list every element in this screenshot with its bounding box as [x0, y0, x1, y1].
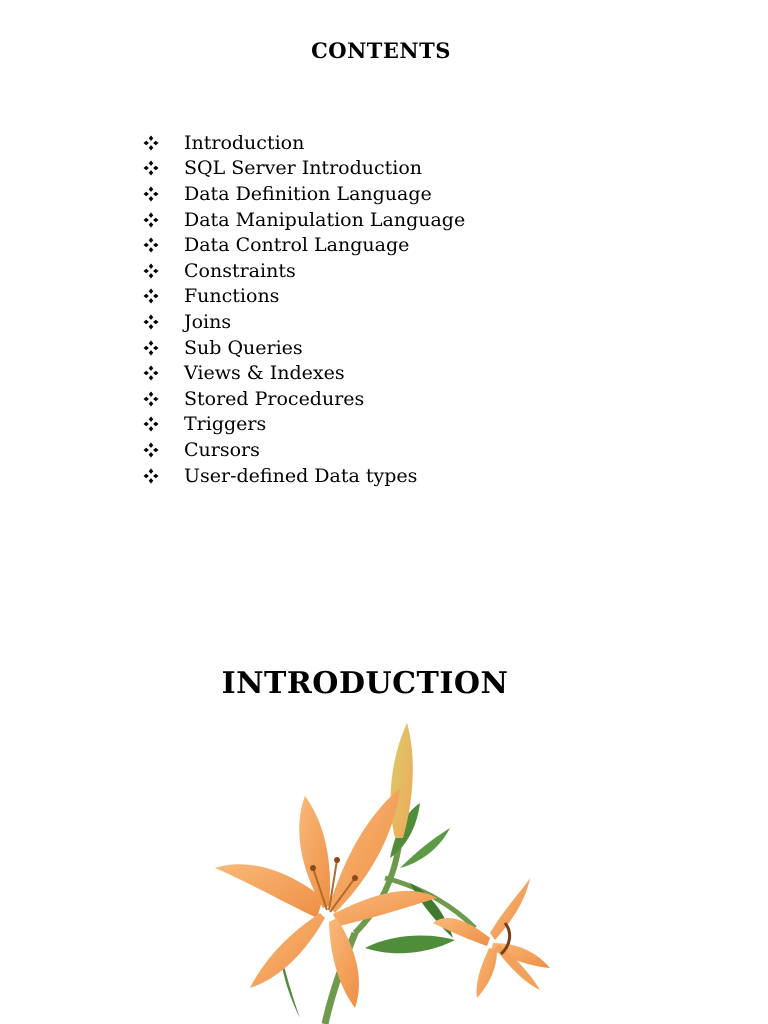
toc-item: [143, 207, 465, 233]
toc-item-label: Data Control Language: [184, 234, 410, 257]
toc-item: [143, 463, 465, 489]
toc-item-label: SQL Server Introduction: [184, 157, 423, 180]
toc-item: [143, 335, 465, 361]
lily-flower-illustration: [205, 718, 565, 1024]
toc-item: [143, 386, 465, 412]
four-diamond-bullet-icon: [143, 160, 184, 176]
four-diamond-bullet-icon: [143, 365, 184, 381]
toc-item: [143, 437, 465, 463]
four-diamond-bullet-icon: [143, 263, 184, 279]
toc-item: [143, 130, 465, 156]
toc-item: [143, 360, 465, 386]
toc-item-label: Cursors: [184, 438, 260, 461]
toc-item-label: Triggers: [184, 413, 267, 436]
four-diamond-bullet-icon: [143, 314, 184, 330]
toc-item-label: Functions: [184, 285, 280, 308]
four-diamond-bullet-icon: [143, 416, 184, 432]
toc-item-label: Sub Queries: [184, 336, 303, 359]
four-diamond-bullet-icon: [143, 442, 184, 458]
introduction-heading: INTRODUCTION: [221, 666, 509, 701]
toc-item: [143, 309, 465, 335]
toc-item-label: User-defined Data types: [184, 464, 418, 487]
toc-item-label: Constraints: [184, 259, 296, 282]
toc-item: [143, 156, 465, 182]
four-diamond-bullet-icon: [143, 288, 184, 304]
toc-item-label: Introduction: [184, 131, 305, 154]
four-diamond-bullet-icon: [143, 468, 184, 484]
toc-item: [143, 258, 465, 284]
toc-item-label: Data Manipulation Language: [184, 208, 466, 231]
four-diamond-bullet-icon: [143, 186, 184, 202]
four-diamond-bullet-icon: [143, 391, 184, 407]
toc-item: [143, 284, 465, 310]
contents-heading: CONTENTS: [311, 38, 451, 63]
toc-item: [143, 181, 465, 207]
four-diamond-bullet-icon: [143, 237, 184, 253]
table-of-contents: [143, 130, 465, 488]
toc-item-label: Data Definition Language: [184, 182, 432, 205]
toc-item: [143, 412, 465, 438]
toc-item-label: Joins: [184, 310, 232, 333]
four-diamond-bullet-icon: [143, 135, 184, 151]
toc-item-label: Stored Procedures: [184, 387, 365, 410]
four-diamond-bullet-icon: [143, 340, 184, 356]
four-diamond-bullet-icon: [143, 212, 184, 228]
toc-item: [143, 232, 465, 258]
toc-item-label: Views & Indexes: [184, 362, 345, 385]
